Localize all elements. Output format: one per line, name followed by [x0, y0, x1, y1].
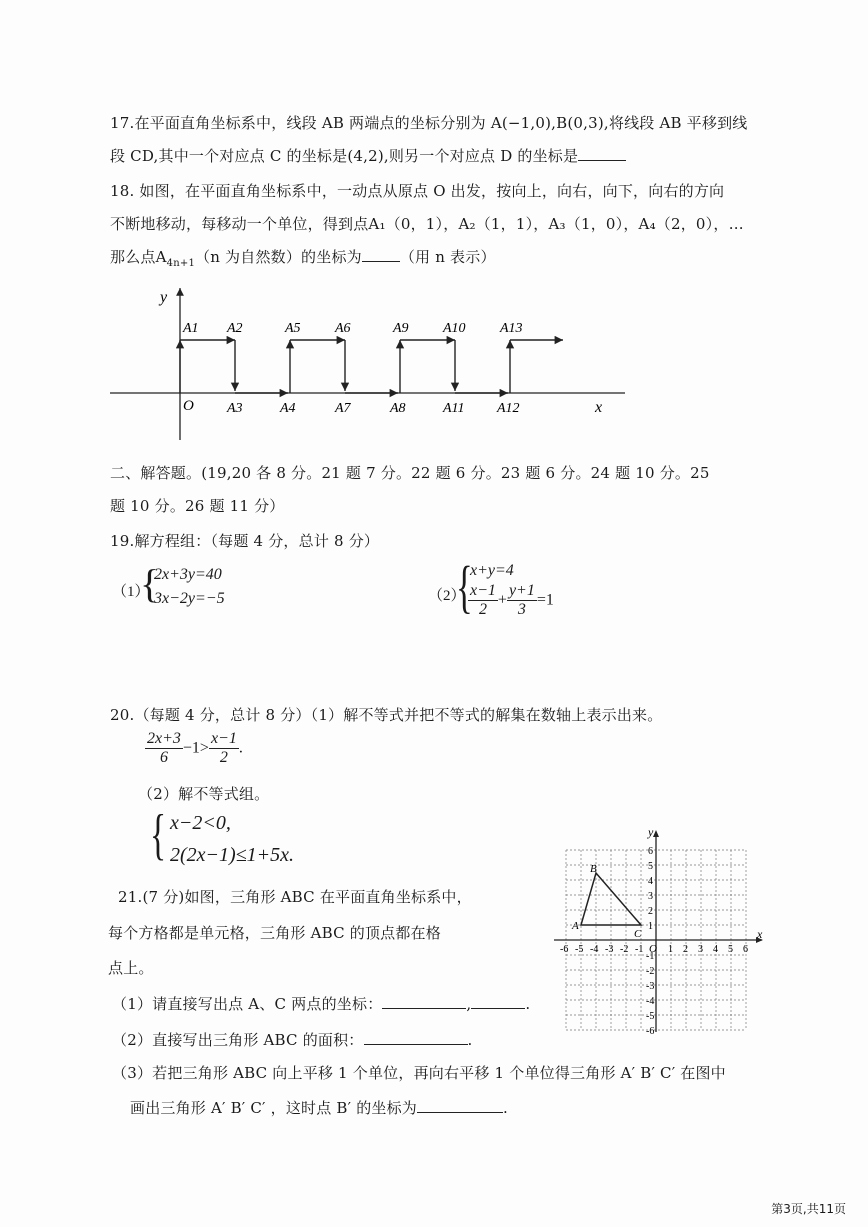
- q18-line3: [110, 246, 496, 269]
- q18-line3-prefix: 那么点: [110, 248, 156, 266]
- y-tick-label: -2: [646, 966, 655, 977]
- q18-line3-mid: （n 为自然数）的坐标为: [195, 248, 362, 266]
- q21-sub3-line1: （3）若把三角形 ABC 向上平移 1 个单位，再向右平移 1 个单位得三角形 A′ B′ C′ 在图中: [112, 1064, 726, 1082]
- q20-frac1-num: 2x+3: [147, 730, 181, 747]
- y-tick-label: 4: [648, 876, 653, 887]
- q20-frac2-num: x−1: [210, 730, 237, 747]
- q19-brace-2: {: [456, 554, 473, 619]
- section2-line2: 题 10 分。26 题 11 分）: [110, 497, 285, 515]
- q21-sub2-end: .: [467, 1031, 473, 1049]
- y-tick-label: 3: [648, 891, 653, 902]
- x-tick-label: 6: [743, 944, 748, 955]
- q21-sub3-end: .: [503, 1099, 508, 1117]
- x-tick-label: -2: [620, 944, 629, 955]
- q21-sub2-text: （2）直接写出三角形 ABC 的面积：: [112, 1031, 364, 1049]
- q18-line2-text: 不断地移动，每移动一个单位，得到点: [110, 215, 369, 233]
- q20-frac1-den: 6: [159, 749, 168, 766]
- q18-label-a5: A5: [285, 321, 301, 336]
- y-tick-label: 6: [648, 846, 653, 857]
- q18-point-a2: A₂（1，1）: [458, 215, 534, 233]
- q20-title: 20.（每题 4 分，总计 8 分）（1）解不等式并把不等式的解集在数轴上表示出来。: [110, 706, 663, 724]
- q21-sub1-comma: ,: [466, 995, 472, 1013]
- q19-eq1a: 2x+3y=40: [154, 566, 222, 583]
- q18-label-a4: A4: [280, 401, 296, 416]
- q18-path-figure: [105, 280, 635, 445]
- x-tick-label: -4: [590, 944, 599, 955]
- q18-point-name: A: [155, 248, 167, 266]
- q18-label-a2: A2: [227, 321, 243, 336]
- q21-a-coord-blank[interactable]: [382, 994, 466, 1009]
- q21-sub3-line2-text: 画出三角形 A′ B′ C′ ，这时点 B′ 的坐标为: [130, 1099, 417, 1117]
- q19-label-1: （1）: [112, 584, 150, 600]
- q20-sys-b: 2(2x−1)≤1+5x.: [170, 844, 295, 866]
- q18-label-a8: A8: [390, 401, 406, 416]
- q21-c-coord-blank[interactable]: [471, 994, 525, 1009]
- q21-sub2: [112, 1029, 472, 1050]
- q21-vertex-a: A: [572, 920, 579, 932]
- q17-line2: [110, 145, 626, 166]
- q21-sub1-text: （1）请直接写出点 A、C 两点的坐标：: [112, 995, 383, 1013]
- q21-y-arrow: [653, 830, 659, 837]
- q18-label-a1: A1: [183, 321, 199, 336]
- q21-origin-label: O: [649, 943, 657, 955]
- q20-frac2-den: 2: [219, 749, 228, 766]
- y-tick-label: 1: [648, 921, 653, 932]
- x-tick-label: 1: [668, 944, 673, 955]
- x-tick-label: -6: [560, 944, 569, 955]
- page-footer: 第3页,共11页: [771, 1202, 846, 1216]
- q19-brace-1: {: [140, 561, 160, 606]
- x-tick-label: -3: [605, 944, 614, 955]
- q18-label-a7: A7: [335, 401, 351, 416]
- q19-frac1-den: 2: [478, 601, 487, 618]
- y-tick-label: -5: [646, 1011, 655, 1022]
- x-tick-label: -1: [635, 944, 644, 955]
- q18-line1: 18. 如图，在平面直角坐标系中，一动点从原点 O 出发，按向上，向右，向下，向右的方向: [110, 182, 725, 200]
- q21-vertex-c: C: [634, 928, 642, 940]
- q18-origin-label: O: [183, 398, 194, 414]
- q19-frac2-den: 3: [517, 601, 526, 618]
- q20-end: .: [238, 739, 243, 757]
- q20-frac1: [145, 730, 183, 767]
- q21-line2: 每个方格都是单元格，三角形 ABC 的顶点都在格: [108, 924, 441, 942]
- q17-line2-text: 段 CD,其中一个对应点 C 的坐标是(4,2),则另一个对应点 D 的坐标是: [110, 147, 579, 165]
- q18-label-a3: A3: [227, 401, 243, 416]
- q18-label-a11: A11: [443, 401, 465, 416]
- q19-plus: +: [497, 591, 507, 609]
- q19-eq2a: x+y=4: [470, 562, 514, 579]
- q19-frac1-num: x−1: [470, 582, 496, 599]
- q20-sys-a: x−2<0,: [170, 812, 231, 834]
- q18-point-a1: A₁（0，1）: [368, 215, 444, 233]
- y-tick-label: -3: [646, 981, 655, 992]
- q19-rhs: =1: [536, 591, 554, 609]
- q20-frac2: [209, 730, 239, 767]
- q18-line3-suffix: （用 n 表示）: [399, 248, 496, 266]
- q21-sub1: [112, 993, 530, 1014]
- q21-x-label: x: [757, 927, 763, 941]
- q19-eq2b: [468, 582, 554, 619]
- y-tick-label: -6: [646, 1026, 655, 1034]
- q18-y-label: y: [160, 289, 168, 306]
- q21-sub3-line2: [130, 1097, 508, 1118]
- y-tick-label: 5: [648, 861, 653, 872]
- q19-title: 19.解方程组：（每题 4 分，总计 8 分）: [110, 532, 380, 550]
- q21-grid-figure: [552, 828, 768, 1034]
- q20-inequality: [145, 730, 243, 767]
- q17-answer-blank[interactable]: [578, 146, 626, 161]
- q21-vertex-b: B: [590, 863, 597, 875]
- q18-label-a10: A10: [443, 321, 466, 336]
- q18-answer-blank[interactable]: [362, 247, 400, 262]
- q18-label-a12: A12: [497, 401, 520, 416]
- q21-line1: 21.(7 分)如图，三角形 ABC 在平面直角坐标系中，: [118, 888, 472, 906]
- q18-x-label: x: [595, 399, 603, 416]
- x-tick-label: 2: [683, 944, 688, 955]
- q19-frac2-num: y+1: [508, 582, 535, 599]
- q19-frac1: [468, 582, 498, 619]
- q18-point-subscript: 4n+1: [166, 258, 196, 269]
- section2-line1: 二、解答题。(19,20 各 8 分。21 题 7 分。22 题 6 分。23 题 6 分。24 题 10 分。25: [110, 464, 710, 482]
- q18-line2: 不断地移动，每移动一个单位，得到点A₁（0，1），A₂（1，1），A₃（1，0），A₄（2，0），…: [110, 215, 744, 233]
- x-tick-label: -5: [575, 944, 584, 955]
- q18-label-a9: A9: [393, 321, 409, 336]
- x-tick-label: 3: [698, 944, 703, 955]
- q19-label-2: （2）: [428, 588, 466, 604]
- q19-frac2: [507, 582, 537, 619]
- q21-bprime-blank[interactable]: [417, 1098, 503, 1113]
- q19-eq1b: 3x−2y=−5: [154, 590, 225, 607]
- q21-y-label: y: [648, 828, 654, 839]
- q20-brace: {: [150, 804, 167, 866]
- q20-part2: （2）解不等式组。: [138, 785, 270, 803]
- q18-label-a6: A6: [335, 321, 351, 336]
- y-tick-label: -1: [646, 951, 655, 962]
- q18-point-a4: A₄（2，0），…: [638, 215, 744, 233]
- q18-label-a13: A13: [500, 321, 523, 336]
- q18-point-a3: A₃（1，0）: [548, 215, 624, 233]
- x-tick-label: 5: [728, 944, 733, 955]
- y-tick-label: 2: [648, 906, 653, 917]
- q17-line1: 17.在平面直角坐标系中，线段 AB 两端点的坐标分别为 A(−1,0),B(0,3),将线段 AB 平移到线: [110, 114, 748, 132]
- q21-sub1-end: .: [525, 995, 531, 1013]
- y-tick-label: -4: [646, 996, 655, 1007]
- x-tick-label: 4: [713, 944, 718, 955]
- q20-mid: −1>: [182, 739, 209, 757]
- q21-line3: 点上。: [108, 959, 154, 977]
- q21-area-blank[interactable]: [364, 1030, 468, 1045]
